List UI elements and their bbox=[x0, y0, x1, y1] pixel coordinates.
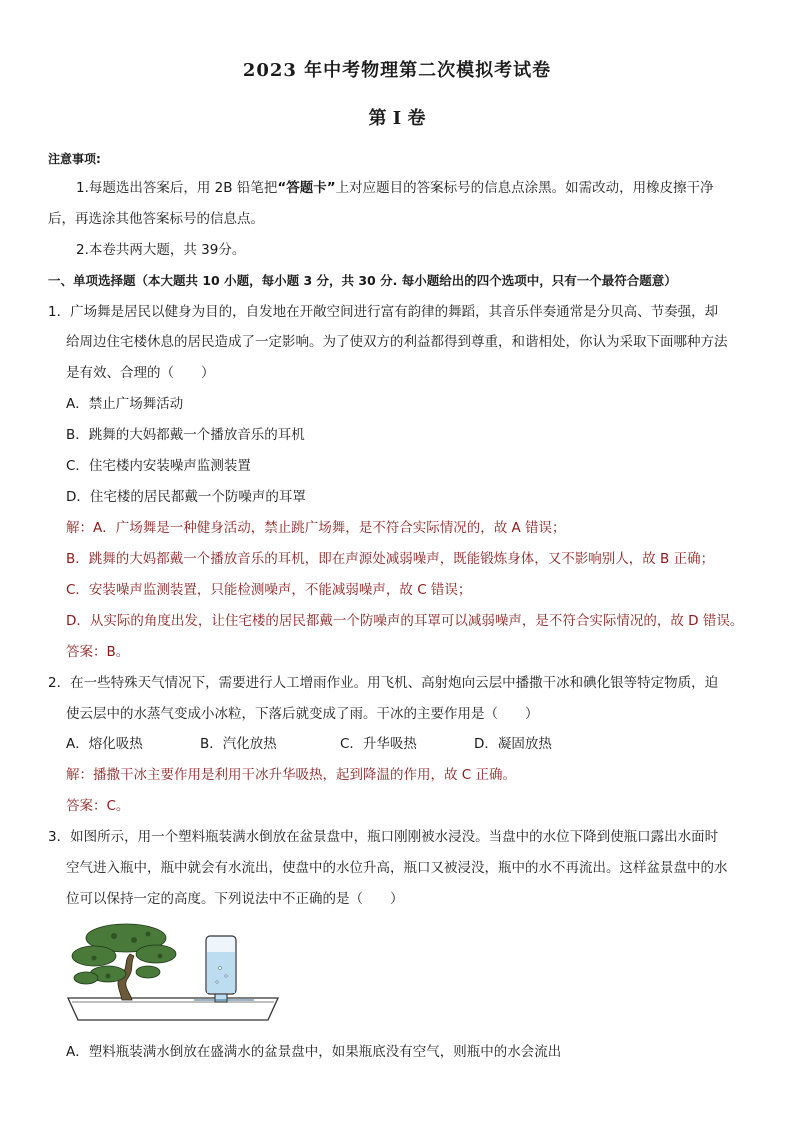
q2-option-b: B．汽化放热 bbox=[200, 736, 277, 752]
note-item-1-pre: 1.每题选出答案后，用 2B 铅笔把 bbox=[76, 180, 278, 196]
section-1-heading: 一、单项选择题（本大题共 10 小题，每小题 3 分，共 30 分. 每小题给出的四个选项中，只有一个最符合题意） bbox=[48, 273, 677, 288]
exam-title: 2023 年中考物理第二次模拟考试卷 bbox=[242, 60, 552, 81]
q1-stem-line-3: 是有效、合理的（ ） bbox=[66, 365, 215, 381]
q1-solution-line-4: D．从实际的角度出发，让住宅楼的居民都戴一个防噪声的耳罩可以减弱噪声，是不符合实际情况的，故 D 错误。 bbox=[66, 613, 744, 629]
note-item-1-post: 上对应题目的答案标号的信息点涂黑。如需改动，用橡皮擦干净 bbox=[335, 180, 714, 196]
volume-heading: 第 Ⅰ 卷 bbox=[368, 108, 426, 129]
q3-stem-line-2: 空气进入瓶中，瓶中就会有水流出，使盘中的水位升高，瓶口又被浸没，瓶中的水不再流出。这样盆景盘中的水 bbox=[66, 860, 728, 876]
q1-option-d: D．住宅楼的居民都戴一个防噪声的耳罩 bbox=[66, 489, 306, 505]
q2-answer: 答案：C。 bbox=[66, 798, 130, 814]
q2-solution: 解：播撒干冰主要作用是利用干冰升华吸热，起到降温的作用，故 C 正确。 bbox=[66, 767, 517, 783]
q1-solution-line-1: 解：A．广场舞是一种健身活动，禁止跳广场舞，是不符合实际情况的，故 A 错误； bbox=[66, 520, 566, 536]
q2-option-d: D．凝固放热 bbox=[474, 736, 552, 752]
q1-option-c: C．住宅楼内安装噪声监测装置 bbox=[66, 458, 251, 474]
q2-option-c: C．升华吸热 bbox=[340, 736, 417, 752]
note-item-1-bold: “答题卡” bbox=[277, 180, 336, 196]
tray bbox=[68, 998, 278, 1020]
q3-option-a: A．塑料瓶装满水倒放在盛满水的盆景盘中，如果瓶底没有空气，则瓶中的水会流出 bbox=[66, 1044, 562, 1060]
inverted-bottle bbox=[206, 936, 236, 1002]
q3-stem-line-1: 3．如图所示，用一个塑料瓶装满水倒放在盆景盘中，瓶口刚刚被水浸没。当盘中的水位下降到使瓶口露出水面时 bbox=[48, 829, 719, 845]
q1-option-a: A．禁止广场舞活动 bbox=[66, 396, 184, 412]
q1-stem-line-1: 1．广场舞是居民以健身为目的，自发地在开敞空间进行富有韵律的舞蹈，其音乐伴奏通常是分贝高、节奏强，却 bbox=[48, 304, 719, 320]
q3-stem-line-3: 位可以保持一定的高度。下列说法中不正确的是（ ） bbox=[66, 891, 404, 907]
q1-solution-line-3: C．安装噪声监测装置，只能检测噪声，不能减弱噪声，故 C 错误； bbox=[66, 582, 472, 598]
q2-stem-line-2: 使云层中的水蒸气变成小冰粒，下落后就变成了雨。干冰的主要作用是（ ） bbox=[66, 706, 539, 722]
note-item-1-line-1 bbox=[76, 178, 714, 198]
q1-answer: 答案：B。 bbox=[66, 644, 130, 660]
q1-solution-line-2: B．跳舞的大妈都戴一个播放音乐的耳机，即在声源处减弱噪声，既能锻炼身体，又不影响别人，故 B 正确； bbox=[66, 551, 715, 567]
bonsai-bottle-figure bbox=[64, 916, 284, 1028]
q1-option-b: B．跳舞的大妈都戴一个播放音乐的耳机 bbox=[66, 427, 305, 443]
note-item-1-line-2: 后，再选涂其他答案标号的信息点。 bbox=[48, 211, 264, 227]
q1-stem-line-2: 给周边住宅楼休息的居民造成了一定影响。为了使双方的利益都得到尊重，和谐相处，你认为采取下面哪种方法 bbox=[66, 334, 728, 350]
q2-stem-line-1: 2．在一些特殊天气情况下，需要进行人工增雨作业。用飞机、高射炮向云层中播撒干冰和碘化银等特定物质，迫 bbox=[48, 675, 719, 691]
note-item-2: 2.本卷共两大题，共 39分。 bbox=[76, 242, 246, 258]
notes-heading: 注意事项: bbox=[48, 152, 101, 166]
q2-option-a: A．熔化吸热 bbox=[66, 736, 143, 752]
